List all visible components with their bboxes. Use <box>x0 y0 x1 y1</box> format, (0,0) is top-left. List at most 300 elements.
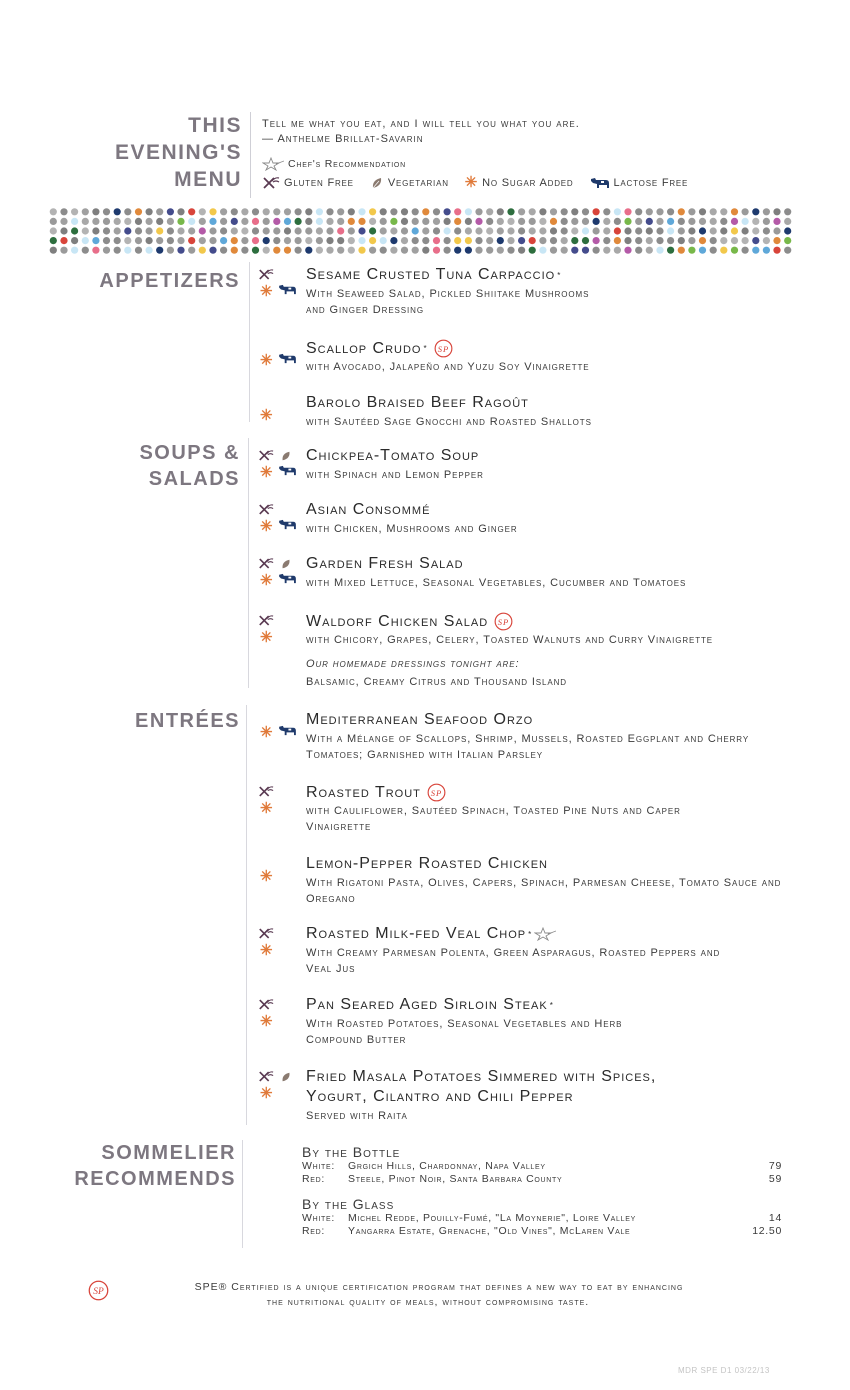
decorative-dot <box>135 218 142 225</box>
decorative-dot <box>220 208 227 215</box>
decorative-dot <box>199 227 206 234</box>
decorative-dot <box>412 227 419 234</box>
leaf-icon <box>280 1070 292 1088</box>
decorative-dot <box>50 227 57 234</box>
decorative-dot <box>444 218 451 225</box>
decorative-dot <box>603 247 610 254</box>
decorative-dot <box>773 218 780 225</box>
wine-name: Steele, Pinot Noir, Santa Barbara County <box>348 1173 563 1185</box>
decorative-dot <box>550 247 557 254</box>
decorative-dot <box>390 218 397 225</box>
decorative-dot <box>188 208 195 215</box>
decorative-dot <box>624 218 631 225</box>
dish-name <box>306 339 453 358</box>
dish-star: * <box>557 270 562 280</box>
decorative-dot <box>71 237 78 244</box>
decorative-dot <box>273 208 280 215</box>
decorative-dot <box>773 237 780 244</box>
decorative-dot <box>752 218 759 225</box>
no-sugar-icon: ✳ <box>260 1085 273 1102</box>
quote-author: — Anthelme Brillat-Savarin <box>262 133 424 145</box>
dish-item <box>258 612 818 652</box>
decorative-dot <box>199 208 206 215</box>
decorative-dot <box>199 247 206 254</box>
decorative-dot <box>422 237 429 244</box>
dish-description: With Creamy Parmesan Polenta, Green Asparagus, Roasted Peppers and Veal Jus <box>306 947 721 975</box>
decorative-dot <box>518 218 525 225</box>
decorative-dot <box>486 237 493 244</box>
decorative-dot <box>284 237 291 244</box>
decorative-dot <box>699 237 706 244</box>
wine-price: 14 <box>768 1212 782 1224</box>
decorative-dot <box>561 237 568 244</box>
decorative-dot <box>624 237 631 244</box>
decorative-dot <box>124 247 131 254</box>
dish-description: Served with Raita <box>306 1110 408 1122</box>
decorative-dot <box>146 227 153 234</box>
decorative-dot <box>50 237 57 244</box>
decorative-dot <box>422 247 429 254</box>
decorative-dot <box>305 247 312 254</box>
decorative-dot <box>401 218 408 225</box>
decorative-dot <box>188 218 195 225</box>
decorative-dot <box>92 237 99 244</box>
decorative-dot <box>209 227 216 234</box>
quote <box>262 117 580 147</box>
decorative-dot <box>752 247 759 254</box>
decorative-dot <box>220 227 227 234</box>
decorative-dot <box>529 208 536 215</box>
dietary-icons <box>258 614 300 644</box>
decorative-dot <box>593 218 600 225</box>
section-appetizers: APPETIZERS <box>99 270 240 292</box>
decorative-dot <box>497 218 504 225</box>
decorative-dot <box>475 218 482 225</box>
dish-name: Asian Consommé <box>306 501 431 518</box>
decorative-dot <box>731 227 738 234</box>
decorative-dot <box>188 247 195 254</box>
decorative-dot <box>582 237 589 244</box>
decorative-dot <box>635 247 642 254</box>
decorative-dot <box>231 247 238 254</box>
dish-item <box>258 855 818 911</box>
decorative-dot <box>710 247 717 254</box>
decorative-dot <box>60 247 67 254</box>
decorative-dot <box>316 208 323 215</box>
gluten-free-icon <box>262 176 280 190</box>
decorative-dot <box>295 208 302 215</box>
wine-row <box>302 1212 782 1225</box>
decorative-dot <box>784 237 791 244</box>
dish-name <box>306 783 446 802</box>
decorative-dot <box>369 208 376 215</box>
dish-description: with Cauliflower, Sautéed Spinach, Toasted Pine Nuts and Caper Vinaigrette <box>306 805 681 833</box>
decorative-dot <box>103 218 110 225</box>
decorative-dot <box>326 218 333 225</box>
decorative-dot <box>114 237 121 244</box>
decorative-dot <box>667 218 674 225</box>
decorative-dot <box>454 218 461 225</box>
dietary-icons <box>258 557 300 587</box>
decorative-dot <box>475 208 482 215</box>
decorative-dot <box>784 218 791 225</box>
decorative-dot <box>465 208 472 215</box>
no-sugar-icon: ✳ <box>260 868 273 885</box>
decorative-dot <box>465 247 472 254</box>
decorative-dot <box>231 227 238 234</box>
decorative-dot <box>295 227 302 234</box>
dietary-icons <box>258 341 300 371</box>
dish-description: with Chicory, Grapes, Celery, Toasted Walnuts and Curry Vinaigrette <box>306 634 714 646</box>
decorative-dot <box>444 208 451 215</box>
decorative-dot <box>71 247 78 254</box>
decorative-dot <box>124 237 131 244</box>
dish-item <box>258 555 818 595</box>
cow-icon <box>278 464 297 482</box>
decorative-dot <box>390 247 397 254</box>
decorative-dot <box>571 218 578 225</box>
decorative-dot <box>582 218 589 225</box>
decorative-dot <box>720 218 727 225</box>
decorative-dot <box>295 237 302 244</box>
decorative-dot <box>316 237 323 244</box>
decorative-dot <box>263 247 270 254</box>
decorative-dot <box>348 237 355 244</box>
no-sugar-icon: ✳ <box>260 283 273 300</box>
dish-item <box>258 1068 818 1124</box>
decorative-dot <box>539 218 546 225</box>
decorative-dot <box>177 227 184 234</box>
menu-title-line: MENU <box>174 168 242 191</box>
decorative-dot <box>529 237 536 244</box>
decorative-dot <box>656 237 663 244</box>
decorative-dot <box>103 247 110 254</box>
decorative-dot <box>156 218 163 225</box>
section-divider <box>249 262 250 422</box>
decorative-dot <box>273 247 280 254</box>
decorative-dot <box>284 218 291 225</box>
decorative-dot <box>678 247 685 254</box>
no-sugar-icon: ✳ <box>260 407 273 424</box>
decorative-dot <box>209 247 216 254</box>
wine-glass-heading: By the Glass <box>302 1196 395 1212</box>
wine-type: White: <box>302 1212 335 1224</box>
dish-name-line2: Yogurt, Cilantro and Chili Pepper <box>306 1088 574 1105</box>
no-sugar-icon: ✳ <box>260 518 273 535</box>
dietary-icons <box>258 1070 300 1100</box>
decorative-dot <box>454 227 461 234</box>
decorative-dot <box>380 208 387 215</box>
decorative-dot <box>444 237 451 244</box>
decorative-dot <box>465 218 472 225</box>
decorative-dot <box>646 227 653 234</box>
decorative-dot <box>539 247 546 254</box>
decorative-dot <box>603 208 610 215</box>
decorative-dot <box>305 208 312 215</box>
decorative-dot <box>422 218 429 225</box>
decorative-dot <box>635 237 642 244</box>
decorative-dot <box>82 247 89 254</box>
decorative-dot <box>720 237 727 244</box>
decorative-dot <box>326 237 333 244</box>
decorative-dot <box>348 208 355 215</box>
svg-text:SP: SP <box>430 787 443 798</box>
decorative-dot <box>720 227 727 234</box>
spe-badge-icon <box>434 339 453 358</box>
decorative-dot <box>688 237 695 244</box>
header-divider <box>250 112 251 198</box>
decorative-dot <box>60 208 67 215</box>
decorative-dot <box>82 227 89 234</box>
decorative-dot <box>50 218 57 225</box>
wine-by-glass <box>302 1196 782 1238</box>
decorative-dot <box>231 237 238 244</box>
dish-name <box>306 925 556 943</box>
decorative-dot <box>103 237 110 244</box>
decorative-dot <box>688 218 695 225</box>
dish-description: with Sautéed Sage Gnocchi and Roasted Shallots <box>306 416 592 428</box>
dish-item <box>258 996 818 1052</box>
decorative-dot <box>369 237 376 244</box>
decorative-dot <box>614 218 621 225</box>
decorative-dot <box>156 227 163 234</box>
decorative-dot <box>401 208 408 215</box>
decorative-dot <box>763 218 770 225</box>
decorative-dot <box>433 218 440 225</box>
dressings-note <box>306 655 567 691</box>
decorative-dot <box>263 237 270 244</box>
decorative-dot <box>593 247 600 254</box>
decorative-dot <box>167 247 174 254</box>
decorative-dot <box>337 208 344 215</box>
decorative-dot <box>422 227 429 234</box>
decorative-dot <box>603 227 610 234</box>
decorative-dot <box>369 227 376 234</box>
decorative-dot <box>114 218 121 225</box>
dish-description: With a Mélange of Scallops, Shrimp, Mussels, Roasted Eggplant and Cherry Tomatoes; Garnished with Italian Parsley <box>306 733 750 761</box>
decorative-dot <box>177 218 184 225</box>
decorative-dot <box>475 237 482 244</box>
decorative-dot <box>337 227 344 234</box>
dish-description: With Rigatoni Pasta, Olives, Capers, Spinach, Parmesan Cheese, Tomato Sauce and Oregano <box>306 877 782 905</box>
decorative-dot <box>539 237 546 244</box>
decorative-dot <box>124 218 131 225</box>
dish-description: with Chicken, Mushrooms and Ginger <box>306 523 518 535</box>
legend-gluten-free <box>262 176 354 190</box>
dish-item <box>258 501 818 541</box>
decorative-dot <box>550 227 557 234</box>
wine-type: Red: <box>302 1225 326 1237</box>
decorative-dot <box>146 208 153 215</box>
dish-description: With Roasted Potatoes, Seasonal Vegetables and Herb Compound Butter <box>306 1018 623 1046</box>
decorative-dot <box>646 237 653 244</box>
decorative-dot <box>167 237 174 244</box>
wine-row <box>302 1225 782 1238</box>
decorative-dot <box>624 208 631 215</box>
decorative-dot <box>497 237 504 244</box>
decorative-dot <box>209 218 216 225</box>
decorative-dot <box>486 247 493 254</box>
dietary-icons <box>258 927 300 957</box>
decorative-dot <box>752 237 759 244</box>
decorative-dot <box>358 227 365 234</box>
decorative-dot <box>550 208 557 215</box>
decorative-dot <box>295 247 302 254</box>
decorative-dot <box>667 247 674 254</box>
wine-row <box>302 1160 782 1173</box>
decorative-dot <box>529 218 536 225</box>
decorative-dot <box>561 247 568 254</box>
dish-name: Garden Fresh Salad <box>306 555 464 572</box>
decorative-dot <box>60 237 67 244</box>
dish-star: * <box>423 344 428 353</box>
wine-name: Yangarra Estate, Grenache, "Old Vines", McLaren Vale <box>348 1225 631 1237</box>
dietary-icons <box>258 998 300 1028</box>
wine-price: 79 <box>768 1160 782 1172</box>
wine-price: 59 <box>768 1173 782 1185</box>
decorative-dot <box>167 218 174 225</box>
no-sugar-icon: ✳ <box>260 629 273 646</box>
decorative-dot <box>699 247 706 254</box>
dietary-icons <box>258 785 300 815</box>
decorative-dot <box>252 227 259 234</box>
decorative-dot <box>114 208 121 215</box>
decorative-dot <box>614 247 621 254</box>
decorative-dot <box>422 208 429 215</box>
dressings-list: Balsamic, Creamy Citrus and Thousand Island <box>306 676 567 688</box>
decorative-dot <box>71 227 78 234</box>
decorative-dot <box>593 227 600 234</box>
leaf-icon <box>370 176 384 190</box>
section-title-line: SOMMELIER <box>101 1142 236 1164</box>
decorative-dot <box>763 227 770 234</box>
decorative-dot <box>635 227 642 234</box>
decorative-dot <box>295 218 302 225</box>
decorative-dot <box>71 208 78 215</box>
decorative-dot <box>177 208 184 215</box>
decorative-dot <box>656 208 663 215</box>
decorative-dot <box>688 227 695 234</box>
decorative-dot <box>646 218 653 225</box>
decorative-dot <box>710 237 717 244</box>
decorative-dot <box>486 218 493 225</box>
decorative-dot <box>444 247 451 254</box>
decorative-dot <box>241 218 248 225</box>
decorative-dot <box>773 208 780 215</box>
decorative-dot <box>167 227 174 234</box>
decorative-dot <box>241 208 248 215</box>
no-sugar-icon: ✳ <box>260 942 273 959</box>
dish-item <box>258 925 818 981</box>
decorative-dot <box>103 208 110 215</box>
menu-title-line: EVENING'S <box>114 141 242 164</box>
dish-description: with Avocado, Jalapeño and Yuzu Soy Vinaigrette <box>306 361 590 373</box>
decorative-dot <box>220 247 227 254</box>
dish-name: Lemon-Pepper Roasted Chicken <box>306 855 548 872</box>
svg-text:SP: SP <box>93 1287 104 1298</box>
legend-no-sugar <box>464 174 574 191</box>
decorative-dot <box>220 218 227 225</box>
decorative-dot <box>539 227 546 234</box>
decorative-dot <box>284 247 291 254</box>
decorative-dot <box>156 208 163 215</box>
decorative-dot <box>731 237 738 244</box>
footer-line: the nutritional quality of meals, without compromising taste. <box>266 1296 590 1308</box>
decorative-dot <box>412 218 419 225</box>
decorative-dot <box>146 218 153 225</box>
decorative-dot <box>688 247 695 254</box>
decorative-dot <box>92 247 99 254</box>
decorative-dot <box>252 208 259 215</box>
decorative-dot <box>635 208 642 215</box>
decorative-dot <box>710 227 717 234</box>
decorative-dot <box>624 227 631 234</box>
decorative-dot <box>763 247 770 254</box>
decorative-dot <box>412 237 419 244</box>
svg-text:SP: SP <box>437 343 449 354</box>
decorative-dot <box>656 218 663 225</box>
decorative-dot <box>742 218 749 225</box>
decorative-dot <box>731 218 738 225</box>
dish-description: with Mixed Lettuce, Seasonal Vegetables, Cucumber and Tomatoes <box>306 577 687 589</box>
dressings-intro: Our homemade dressings tonight are: <box>306 658 520 670</box>
dietary-icons <box>258 396 300 426</box>
cow-icon <box>278 518 297 536</box>
section-divider <box>246 705 247 1125</box>
decorative-dot <box>763 237 770 244</box>
dietary-icons <box>258 503 300 533</box>
decorative-dot <box>710 218 717 225</box>
legend <box>262 176 704 190</box>
decorative-dot <box>114 247 121 254</box>
decorative-dot <box>752 227 759 234</box>
dish-name <box>306 266 561 284</box>
no-sugar-icon: ✳ <box>464 174 479 191</box>
decorative-dot <box>316 247 323 254</box>
section-divider <box>248 438 249 688</box>
dish-item <box>258 783 818 839</box>
spe-badge-icon <box>494 612 513 631</box>
decorative-dot <box>82 237 89 244</box>
decorative-dot <box>529 247 536 254</box>
decorative-dot <box>646 208 653 215</box>
decorative-dot <box>561 218 568 225</box>
decorative-dot <box>337 247 344 254</box>
wine-type: White: <box>302 1160 335 1172</box>
decorative-dot <box>518 237 525 244</box>
decorative-dot <box>444 227 451 234</box>
decorative-dot <box>731 208 738 215</box>
cow-icon <box>278 724 297 742</box>
decorative-dot <box>614 237 621 244</box>
decorative-dot <box>678 237 685 244</box>
decorative-dot <box>380 247 387 254</box>
dish-name-text: Sesame Crusted Tuna Carpaccio <box>306 266 556 283</box>
decorative-dot <box>390 208 397 215</box>
decorative-dot <box>688 208 695 215</box>
decorative-dot <box>263 208 270 215</box>
decorative-dot <box>635 218 642 225</box>
decorative-dot <box>433 247 440 254</box>
wine-name: Grgich Hills, Chardonnay, Napa Valley <box>348 1160 546 1172</box>
decorative-dot <box>316 227 323 234</box>
decorative-dot <box>273 237 280 244</box>
dish-item <box>258 339 818 379</box>
cow-icon <box>590 176 610 190</box>
menu-title <box>60 112 242 193</box>
decorative-dot <box>454 208 461 215</box>
decorative-dot <box>465 227 472 234</box>
